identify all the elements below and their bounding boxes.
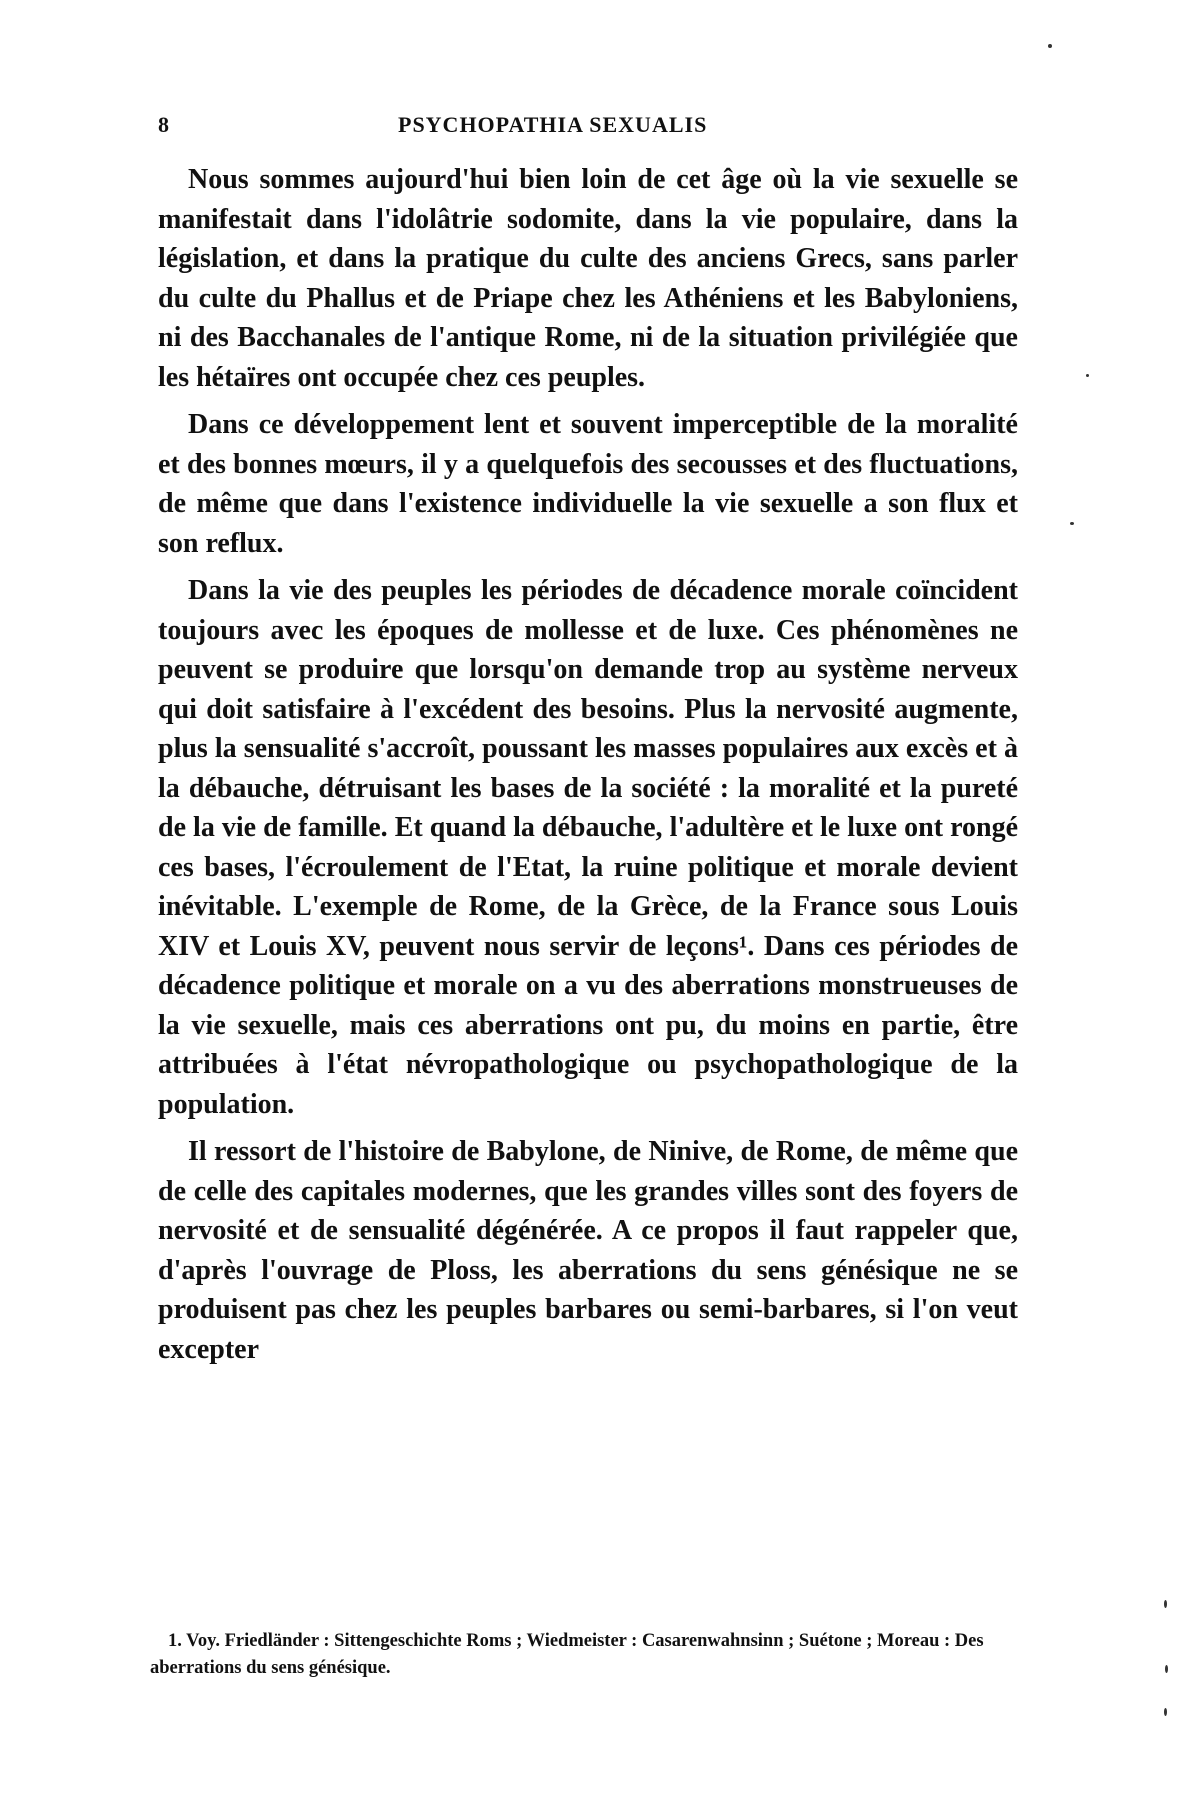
paragraph: Dans ce développement lent et souvent imperceptible de la moralité et des bonnes mœurs, il y a quelquefois des secousses et des fluctuations, de même que dans l'existence individuelle la vie sexuelle a son flux et son reflux. [158, 409, 1018, 559]
scan-speck [1164, 1708, 1167, 1716]
scan-speck [1048, 44, 1052, 48]
page-number: 8 [158, 112, 170, 137]
page-header [158, 112, 1018, 146]
footnote-body: Voy. Friedländer : Sittengeschichte Roms ; Wiedmeister : Casarenwahnsinn ; Suétone ; Moreau : Des aberrations du sens génésique. [150, 1631, 984, 1678]
running-title: PSYCHOPATHIA SEXUALIS [398, 112, 708, 137]
scan-speck [1070, 522, 1074, 525]
paragraph: Il ressort de l'histoire de Babylone, de Ninive, de Rome, de même que de celle des capitales modernes, que les grandes villes sont des foyers de nervosité et de sensualité dégénérée. A ce propos il faut rappeler que, d'après l'ouvrage de Ploss, les aberrations du sens génésique ne se produisent pas chez les peuples barbares ou semi-barbares, si l'on veut excepter [158, 1136, 1018, 1365]
footnote-marker: 1. [168, 1631, 182, 1651]
scan-speck [1086, 374, 1089, 377]
paragraph: Nous sommes aujourd'hui bien loin de cet âge où la vie sexuelle se manifestait dans l'idolâtrie sodomite, dans la vie populaire, dans la législation, et dans la pratique du culte des anciens Grecs, sans parler du culte du Phallus et de Priape chez les Athéniens et les Babyloniens, ni des Bacchanales de l'antique Rome, ni de la situation privilégiée que les hétaïres ont occupée chez ces peuples. [158, 164, 1018, 393]
footnote-text [150, 1628, 1030, 1682]
paragraph: Dans la vie des peuples les périodes de décadence morale coïncident toujours avec les époques de mollesse et de luxe. Ces phénomènes ne peuvent se produire que lorsqu'on demande trop au système nerveux qui doit satisfaire à l'excédent des besoins. Plus la nervosité augmente, plus la sensualité s'accroît, poussant les masses populaires aux excès et à la débauche, détruisant les bases de la société : la moralité et la pureté de la vie de famille. Et quand la débauche, l'adultère et le luxe ont rongé ces bases, l'écroulement de l'Etat, la ruine politique et morale devient inévitable. L'exemple de Rome, de la Grèce, de la France sous Louis XIV et Louis XV, peuvent nous servir de leçons¹. Dans ces périodes de décadence politique et morale on a vu des aberrations monstrueuses de la vie sexuelle, mais ces aberrations ont pu, du moins en partie, être attribuées à l'état névropathologique ou psychopathologique de la population. [158, 575, 1018, 1120]
scan-speck [1165, 1665, 1168, 1673]
scan-speck [1164, 1600, 1167, 1608]
footnote [150, 1628, 1030, 1682]
body-text [158, 160, 1018, 1377]
